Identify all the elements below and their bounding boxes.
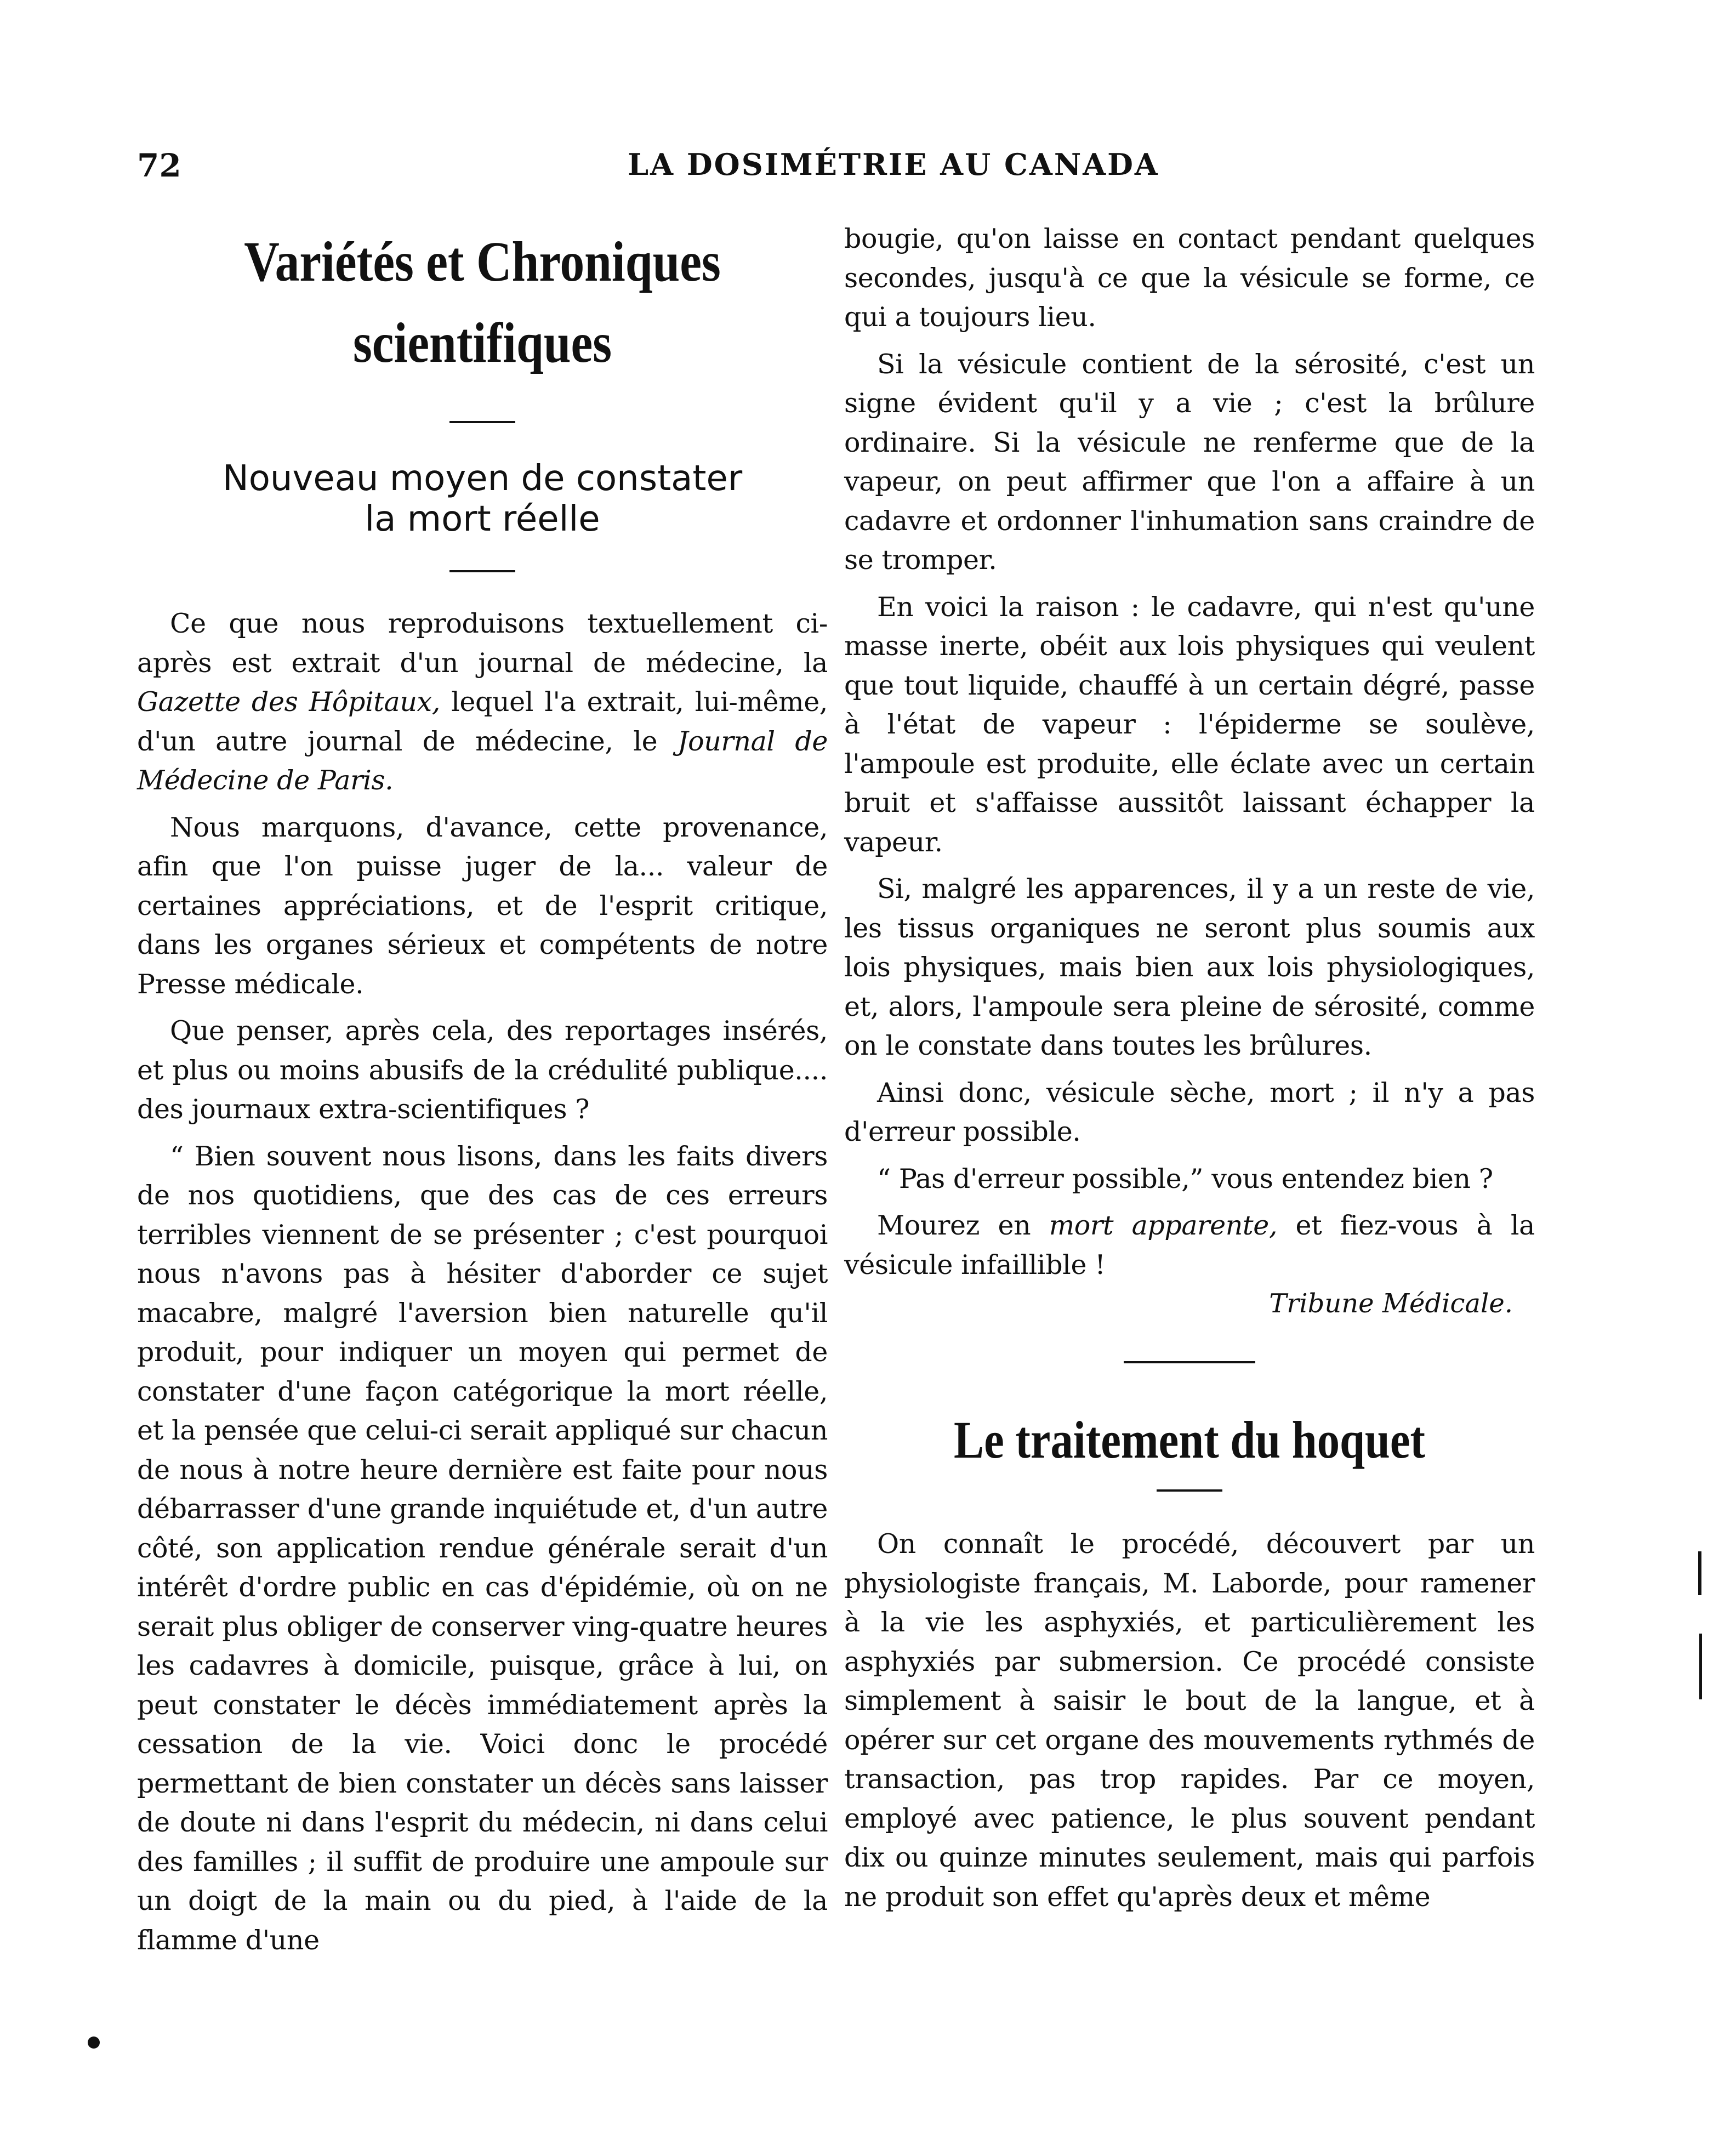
page-number: 72 (137, 147, 181, 184)
paragraph-conclusion: Ainsi donc, vésicule sèche, mort ; il n'y a pas d'erreur possible. (844, 1077, 1535, 1147)
left-column (137, 219, 828, 1960)
subtitle-line-1: Nouveau moyen de constater (222, 458, 743, 499)
divider (449, 570, 515, 572)
paragraph-mourez: Mourez en mort apparente, et fiez-vous à la vésicule infaillible ! (844, 1210, 1535, 1281)
paragraph-quote: “ Bien souvent nous lisons, dans les faits divers de nos quotidiens, que des cas de ces erreurs terribles viennent de se présenter ; c'est pourquoi nous n'avons pas à hésiter d'aborder ce sujet macabre, malgré l'aversion bien naturelle qu'il produit, pour indiquer un moyen qui permet de constater d'une façon catégorique la mort réelle, et la pensée que celui-ci serait appliqué sur chacun de nous à notre heure dernière est faite pour nous débarrasser d'une grande inquiétude et, d'un autre côté, son application rendue générale serait d'un intérêt d'ordre public en cas d'épidémie, où on ne serait plus obliger de conserver ving-quatre heures les cadavres à domicile, puisque, grâce à lui, on peut constater le décès immédiatement après la cessation de la vie. Voici donc le procédé permettant de bien constater un décès sans laisser de doute ni dans l'esprit du médecin, ni dans celui des familles ; il suffit de produire une ampoule sur un doigt de la main ou du pied, à l'aide de la flamme d'une (137, 1140, 828, 1956)
signature: Tribune Médicale. (1269, 1288, 1513, 1319)
article-subtitle (137, 458, 828, 539)
right-column (844, 219, 1535, 1916)
intro-paragraph: Ce que nous reproduisons textuellement ci-après est extrait d'un journal de médecine, la Gazette des Hôpitaux, lequel l'a extrait, lui-même, d'un autre journal de médecine, le Journal de Médecine de Paris. (137, 608, 828, 796)
margin-mark (1698, 1551, 1701, 1595)
margin-mark (1699, 1634, 1702, 1699)
divider (449, 421, 515, 423)
paragraph-question: Que penser, après cela, des reportages insérés, et plus ou moins abusifs de la crédulité publique.... des journaux extra-scientifiques ? (137, 1015, 828, 1125)
article2-title: Le traitement du hoquet (954, 1410, 1425, 1469)
source-journal: Journal de Médecine de Paris. (137, 725, 828, 796)
margin-mark (88, 2036, 100, 2049)
paragraph-serosite: Si la vésicule contient de la sérosité, c'est un signe évident qu'il y a vie ; c'est la brûlure ordinaire. Si la vésicule ne renferme que de la vapeur, on peut affirmer que l'on a affaire à un cadavre et ordonner l'inhumation sans craindre de se tromper. (844, 348, 1535, 576)
running-title: LA DOSIMÉTRIE AU CANADA (628, 147, 1159, 182)
section-title-line-2: scientifiques (352, 311, 612, 374)
paragraph-raison: En voici la raison : le cadavre, qui n'est qu'une masse inerte, obéit aux lois physiques qui veulent que tout liquide, chauffé à un certain dégré, passe à l'état de vapeur : l'épiderme se soulève, l'ampoule est produite, elle éclate avec un certain bruit et s'affaisse aussitôt laissant échapper la vapeur. (844, 591, 1535, 858)
paragraph-reste-de-vie: Si, malgré les apparences, il y a un reste de vie, les tissus organiques ne seront plus soumis aux lois physiques, mais bien aux lois physiologiques, et, alors, l'ampoule sera pleine de sérosité, comme on le constate dans toutes les brûlures. (844, 873, 1535, 1061)
page-header (137, 147, 1540, 191)
section-title-line-1: Variétés et Chroniques (244, 230, 721, 293)
divider (1157, 1489, 1222, 1492)
article2-paragraph: On connaît le procédé, découvert par un physiologiste français, M. Laborde, pour ramener à la vie les asphyxiés, et particulièrement les asphyxiés par submersion. Ce procédé consiste simplement à saisir le bout de la langue, et à opérer sur cet organe des mouvements rythmés de transaction, pas trop rapides. Par ce moyen, employé avec patience, le plus souvent pendant dix ou quinze minutes seulement, mais qui parfois ne produit son effet qu'après deux et même (844, 1528, 1535, 1913)
source-gazette: Gazette des Hôpitaux, (137, 686, 440, 718)
article-divider (1124, 1361, 1255, 1363)
paragraph-quote-continued: bougie, qu'on laisse en contact pendant quelques secondes, jusqu'à ce que la vésicule se forme, ce qui a toujours lieu. (844, 223, 1535, 333)
paragraph-provenance: Nous marquons, d'avance, cette provenance, afin que l'on puisse juger de la... valeur de certaines appréciations, et de l'esprit critique, dans les organes sérieux et compétents de notre Presse médicale. (137, 811, 828, 1000)
subtitle-line-2: la mort réelle (365, 499, 600, 539)
paragraph-erreur: “ Pas d'erreur possible,” vous entendez bien ? (877, 1163, 1493, 1194)
section-title (137, 221, 828, 384)
